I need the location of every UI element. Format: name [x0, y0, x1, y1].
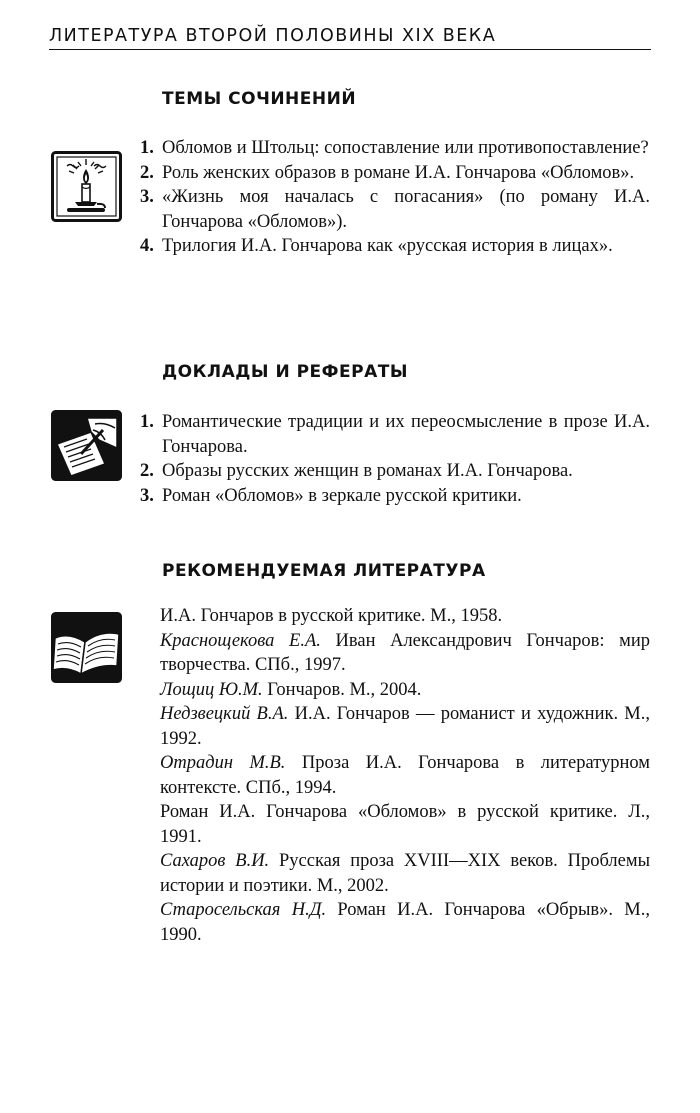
candle-icon [51, 151, 122, 222]
report-topics-list [140, 410, 650, 508]
section-heading-essays: ТЕМЫ СОЧИНЕНИЙ [162, 89, 357, 109]
list-item: 2. Образы русских женщин в романах И.А. Гончарова. [140, 461, 573, 481]
list-item: 3. Роман «Обломов» в зеркале русской критики. [140, 485, 522, 506]
bibliography-entry: Сахаров В.И. Русская проза XVIII—XIX веков. Проблемы истории и поэтики. М., 2002. [160, 851, 651, 896]
header-rule [49, 49, 651, 50]
bibliography-entry: Старосельская Н.Д. Роман И.А. Гончарова «Обрыв». М., 1990. [160, 900, 650, 945]
section-heading-reports: ДОКЛАДЫ И РЕФЕРАТЫ [162, 362, 408, 382]
open-book-icon [51, 612, 122, 683]
list-item: 1. Обломов и Штольц: сопоставление или противопоставление? [140, 138, 649, 158]
bibliography [160, 604, 650, 947]
bibliography-entry: Краснощекова Е.А. Иван Александрович Гончаров: мир творчества. СПб., 1997. [160, 630, 651, 675]
list-item: 2. Роль женских образов в романе И.А. Гончарова «Обломов». [140, 162, 635, 183]
list-item: 4. Трилогия И.А. Гончарова как «русская история в лицах». [140, 236, 613, 256]
section-heading-literature: РЕКОМЕНДУЕМАЯ ЛИТЕРАТУРА [162, 561, 486, 581]
bibliography-entry: И.А. Гончаров в русской критике. М., 1958. [160, 606, 503, 626]
list-item: 3. «Жизнь моя началась с погасания» (по роману И.А. Гончарова «Обломов»). [140, 187, 650, 232]
essay-topics-list [140, 136, 650, 259]
bibliography-entry: Роман И.А. Гончарова «Обломов» в русской критике. Л., 1991. [160, 802, 650, 847]
bibliography-entry: Недзвецкий В.А. И.А. Гончаров — романист и художник. М., 1992. [160, 704, 651, 749]
bibliography-entry: Лощиц Ю.М. Гончаров. М., 2004. [160, 679, 422, 700]
running-header: ЛИТЕРАТУРА ВТОРОЙ ПОЛОВИНЫ XIX ВЕКА [49, 26, 497, 46]
bibliography-entry: Отрадин М.В. Проза И.А. Гончарова в литературном контексте. СПб., 1994. [160, 753, 651, 798]
writing-hand-icon [51, 410, 122, 481]
list-item: 1. Романтические традиции и их переосмысление в прозе И.А. Гончарова. [140, 412, 650, 457]
